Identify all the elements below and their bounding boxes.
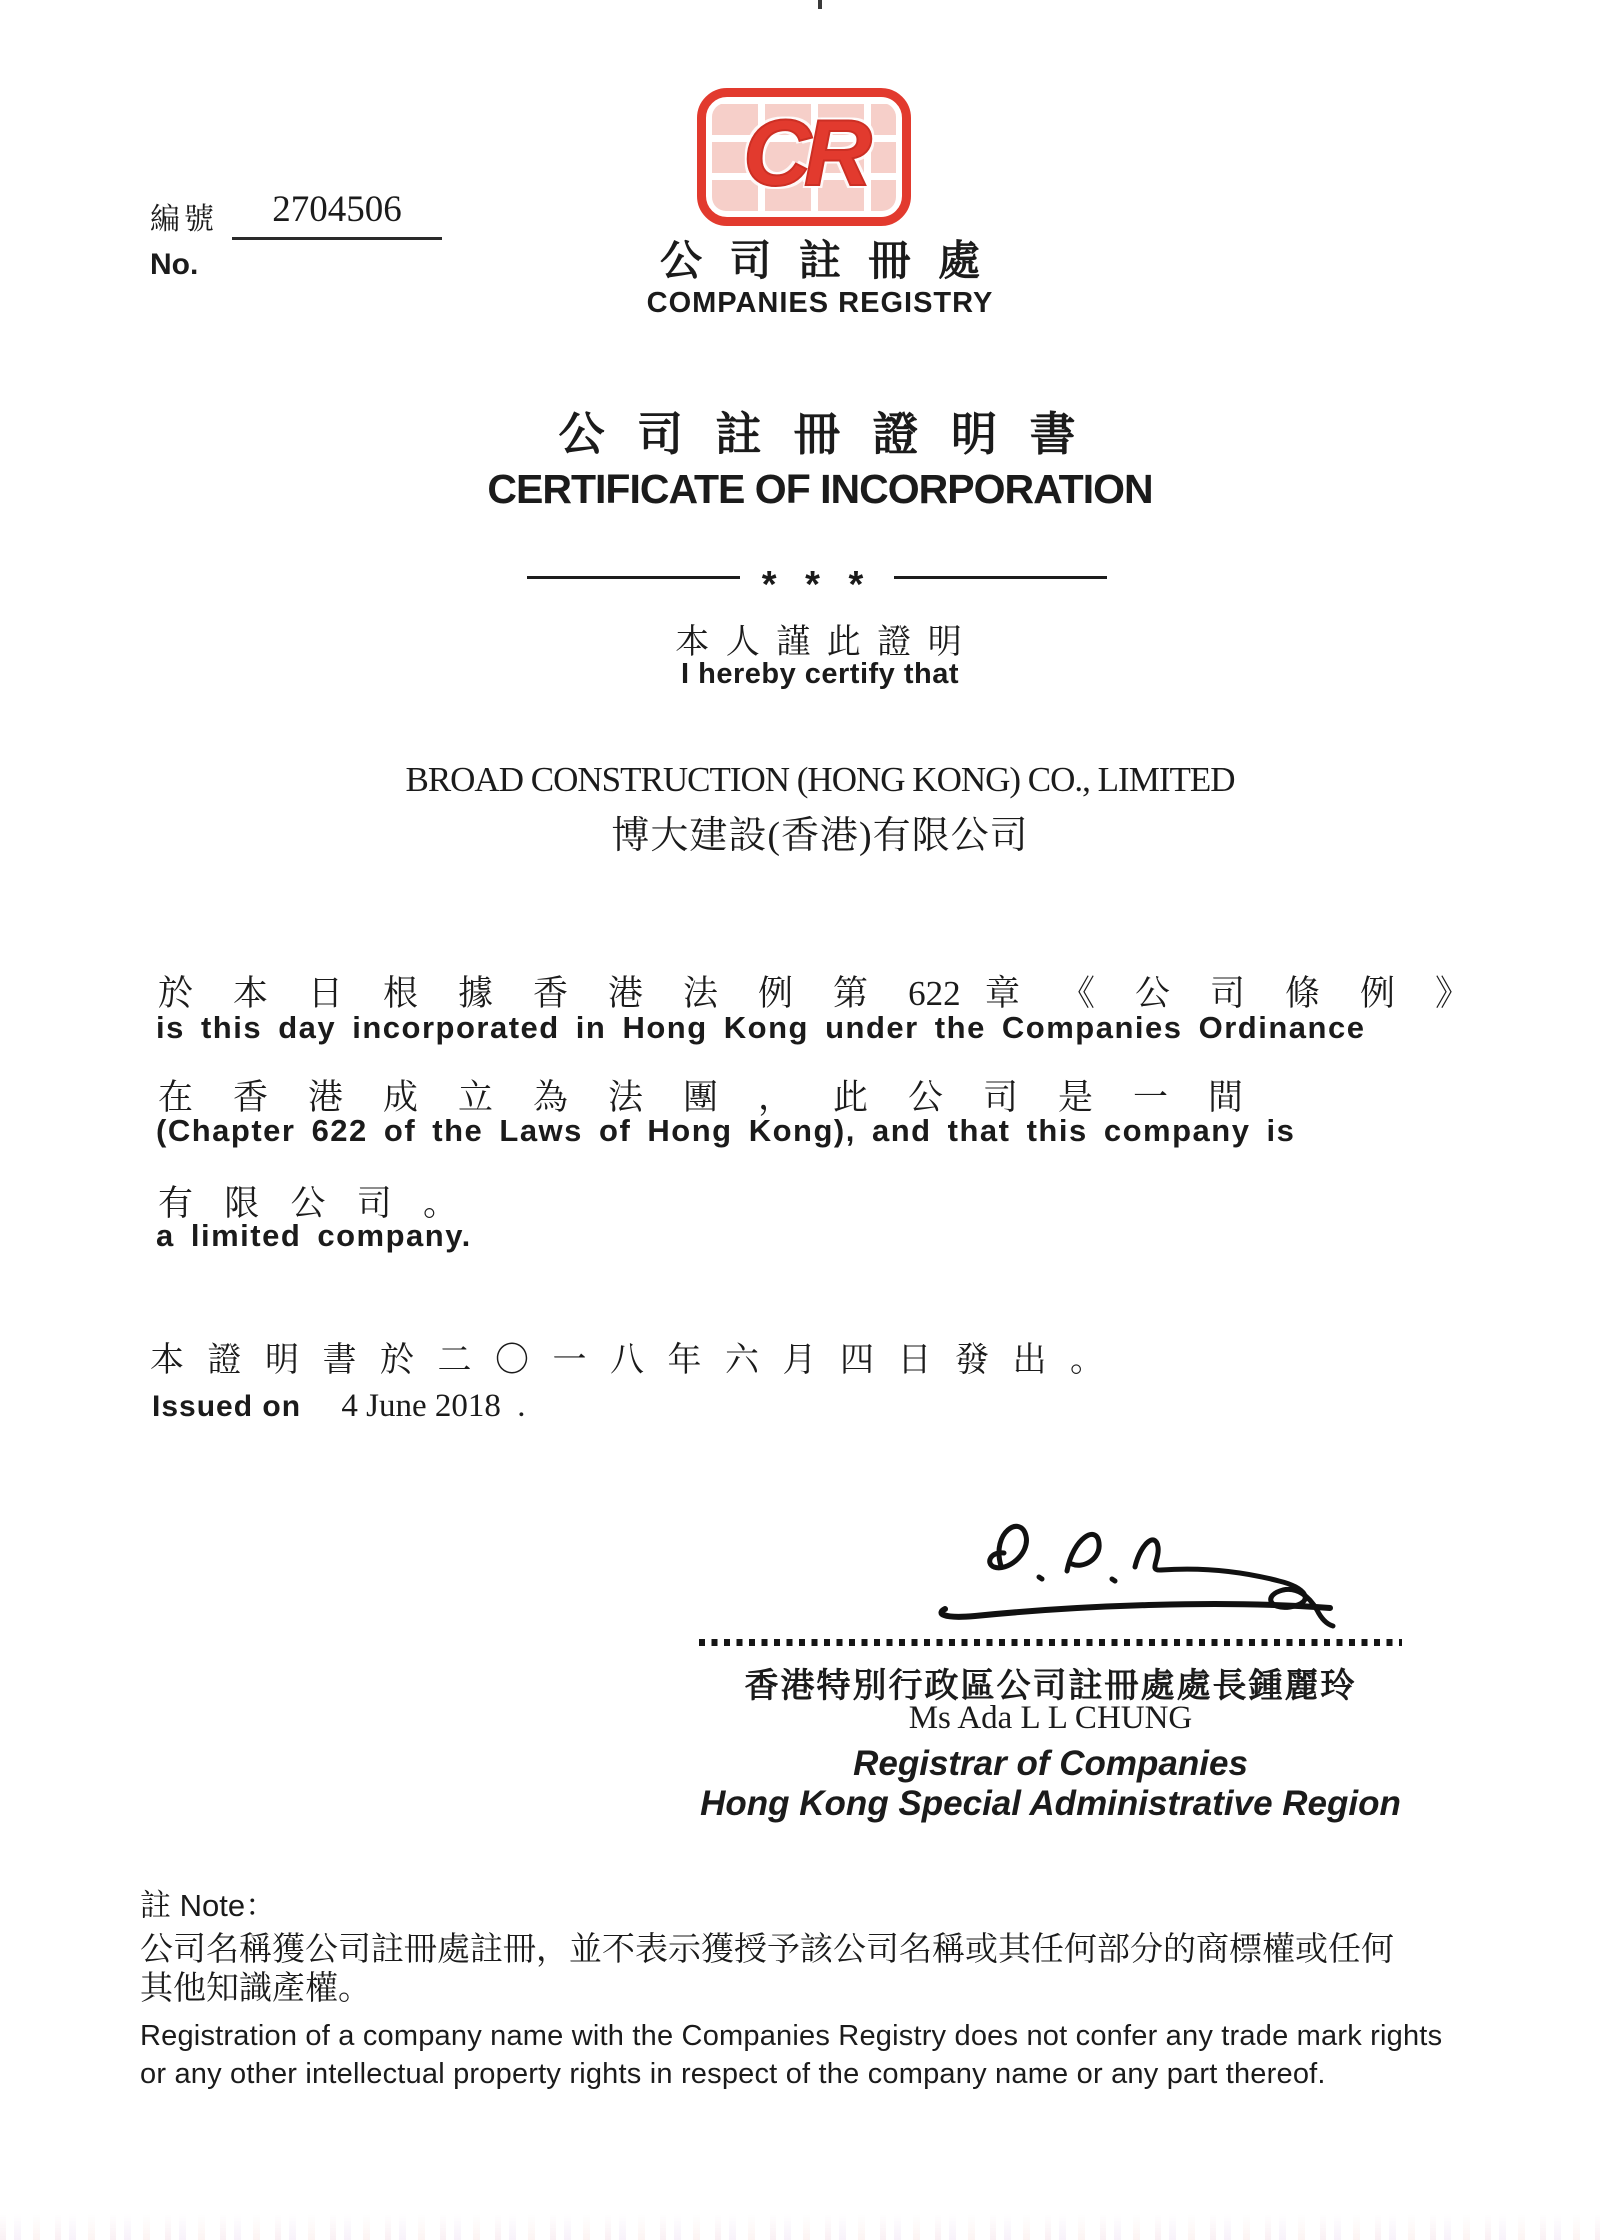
logo-brick-pattern bbox=[712, 100, 896, 211]
note-label: 註 Note： bbox=[140, 1888, 277, 1923]
note-zh-line2: 其他知識產權。 bbox=[140, 1971, 371, 2007]
issued-line-en bbox=[152, 1388, 525, 1425]
body-paragraph1-zh: 於 本 日 根 據 香 港 法 例 第 622 章 《 公 司 條 例 》 bbox=[158, 974, 1470, 1013]
signature-dotted-line bbox=[699, 1639, 1402, 1646]
issued-on-label: Issued on bbox=[152, 1390, 302, 1423]
body-paragraph1-en: is this day incorporated in Hong Kong under the Companies Ordinance bbox=[156, 1010, 1366, 1045]
companies-registry-logo bbox=[697, 88, 911, 226]
registry-name-en: COMPANIES REGISTRY bbox=[646, 287, 994, 319]
issued-period: . bbox=[517, 1388, 526, 1424]
scan-speck bbox=[818, 0, 822, 9]
title-divider bbox=[527, 556, 1107, 606]
body-paragraph3-en: a limited company. bbox=[156, 1218, 472, 1253]
certify-line-en: I hereby certify that bbox=[680, 658, 960, 690]
registrar-name: Ms Ada L L CHUNG bbox=[908, 1700, 1193, 1736]
issued-line-zh: 本 證 明 書 於 二 〇 一 八 年 六 月 四 日 發 出 。 bbox=[150, 1342, 1105, 1379]
certify-line-zh: 本 人 謹 此 證 明 bbox=[675, 624, 965, 661]
registrar-title-zh: 香港特別行政區公司註冊處處長鍾麗玲 bbox=[744, 1668, 1357, 1705]
document-title-en: CERTIFICATE OF INCORPORATION bbox=[487, 466, 1153, 512]
scan-noise-strip bbox=[0, 2214, 1600, 2240]
company-name-zh: 博大建設(香港)有限公司 bbox=[611, 815, 1029, 857]
registry-name-zh: 公 司 註 冊 處 bbox=[659, 239, 980, 285]
body-paragraph2-zh: 在 香 港 成 立 為 法 團 ， 此 公 司 是 一 間 bbox=[158, 1078, 1243, 1117]
registrar-signature-image bbox=[905, 1508, 1345, 1648]
divider-rule-right bbox=[894, 576, 1107, 579]
body-paragraph2-en: (Chapter 622 of the Laws of Hong Kong), and that this company is bbox=[156, 1113, 1296, 1148]
cr-logo-icon: CR bbox=[743, 100, 865, 205]
issued-date: 4 June 2018 bbox=[341, 1388, 501, 1424]
company-name-en: BROAD CONSTRUCTION (HONG KONG) CO., LIMITED bbox=[405, 760, 1235, 799]
number-label-en: No. bbox=[150, 248, 199, 281]
note-zh-line1: 公司名稱獲公司註冊處註冊，並不表示獲授予該公司名稱或其任何部分的商標權或任何 bbox=[140, 1932, 1394, 1968]
certificate-number: 2704506 bbox=[232, 188, 442, 240]
divider-stars: * * * bbox=[761, 564, 873, 606]
body-paragraph3-zh: 有 限 公 司 。 bbox=[158, 1184, 458, 1223]
note-en-line1: Registration of a company name with the Companies Registry does not confer any trade mark rights bbox=[140, 2020, 1443, 2052]
note-block bbox=[140, 1880, 1525, 2093]
note-en-text bbox=[140, 2017, 1525, 2093]
registrar-title-en: Registrar of Companies bbox=[853, 1744, 1248, 1783]
divider-rule-left bbox=[527, 576, 740, 579]
document-title-zh: 公 司 註 冊 證 明 書 bbox=[558, 409, 1082, 460]
note-en-line2: or any other intellectual property rights in respect of the company name or any part thereof. bbox=[140, 2058, 1326, 2090]
registrar-region: Hong Kong Special Administrative Region bbox=[700, 1784, 1401, 1823]
number-label-zh: 編號 bbox=[150, 203, 218, 236]
